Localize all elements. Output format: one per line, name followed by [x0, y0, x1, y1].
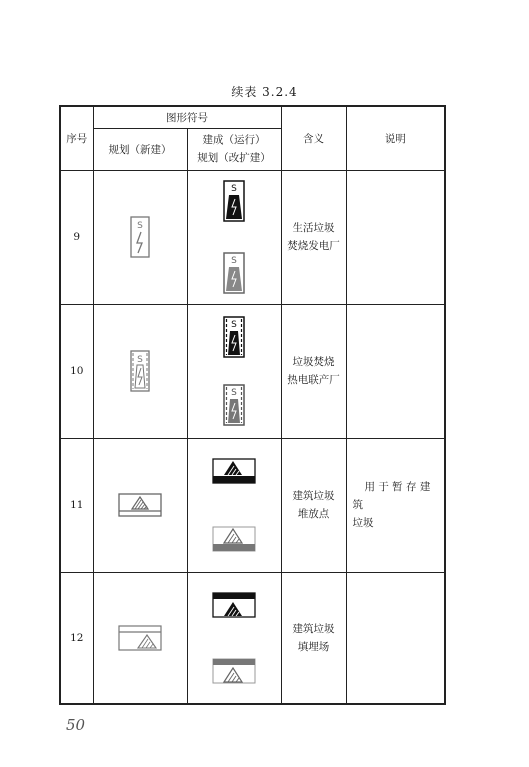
construction-waste-storage-built-symbol-icon [212, 458, 256, 484]
meaning-cell [281, 304, 346, 438]
header-seq: 序号 [60, 106, 93, 170]
planned-symbol-cell [93, 170, 187, 304]
header-meaning: 含义 [281, 106, 346, 170]
construction-waste-storage-symbol-icon [118, 493, 162, 517]
chp-plant-symbol-icon [130, 350, 150, 392]
symbol-letter: S [137, 221, 143, 231]
meaning-line2: 焚烧发电厂 [287, 240, 340, 252]
header-planned: 规划（新建） [93, 128, 187, 170]
header-built-line1: 建成（运行） [202, 134, 266, 146]
meaning-cell [281, 572, 346, 704]
meaning-cell [281, 170, 346, 304]
row-seq: 10 [60, 304, 93, 438]
header-built [187, 128, 281, 170]
construction-waste-landfill-expansion-symbol-icon [212, 658, 256, 684]
power-plant-expansion-symbol-icon [223, 252, 245, 294]
construction-waste-storage-expansion-symbol-icon [212, 526, 256, 552]
note-line2: 垃圾 [352, 517, 374, 529]
table-row [60, 572, 445, 704]
construction-waste-landfill-symbol-icon [118, 625, 162, 651]
planned-symbol-cell [93, 438, 187, 572]
note-cell [346, 170, 445, 304]
meaning-line1: 建筑垃圾 [292, 490, 335, 502]
power-plant-symbol-icon [130, 216, 150, 258]
symbol-letter: S [231, 388, 237, 398]
meaning-cell [281, 438, 346, 572]
symbol-letter: S [231, 184, 237, 194]
power-plant-built-symbol-icon [223, 180, 245, 222]
page-number: 50 [66, 716, 86, 734]
note-cell [346, 572, 445, 704]
note-line1: 用 于 暂 存 建 筑 [352, 481, 431, 511]
planned-symbol-cell [93, 572, 187, 704]
table-row [60, 304, 445, 438]
note-cell [346, 304, 445, 438]
symbol-letter: S [137, 355, 143, 365]
row-seq: 12 [60, 572, 93, 704]
note-cell [346, 438, 445, 572]
table-caption: 续表 3.2.4 [231, 85, 298, 99]
symbol-table [59, 105, 446, 705]
table-row [60, 438, 445, 572]
meaning-line2: 填埋场 [297, 640, 330, 653]
symbol-letter: S [231, 320, 237, 330]
chp-plant-built-symbol-icon [223, 316, 245, 358]
built-symbol-cell [187, 572, 281, 704]
row-seq: 11 [60, 438, 93, 572]
built-symbol-cell [187, 438, 281, 572]
meaning-line1: 垃圾焚烧 [292, 356, 335, 368]
meaning-line1: 生活垃圾 [292, 222, 335, 234]
chp-plant-expansion-symbol-icon [223, 384, 245, 426]
table-row [60, 170, 445, 304]
planned-symbol-cell [93, 304, 187, 438]
symbol-letter: S [231, 256, 237, 266]
construction-waste-landfill-built-symbol-icon [212, 592, 256, 618]
row-seq: 9 [60, 170, 93, 304]
header-built-line2: 规划（改扩建） [197, 152, 271, 164]
header-symbol-group: 图形符号 [93, 106, 281, 128]
built-symbol-cell [187, 304, 281, 438]
meaning-line2: 堆放点 [297, 508, 330, 520]
built-symbol-cell [187, 170, 281, 304]
header-note: 说明 [346, 106, 445, 170]
meaning-line2: 热电联产厂 [287, 374, 340, 386]
meaning-line1: 建筑垃圾 [292, 622, 335, 635]
